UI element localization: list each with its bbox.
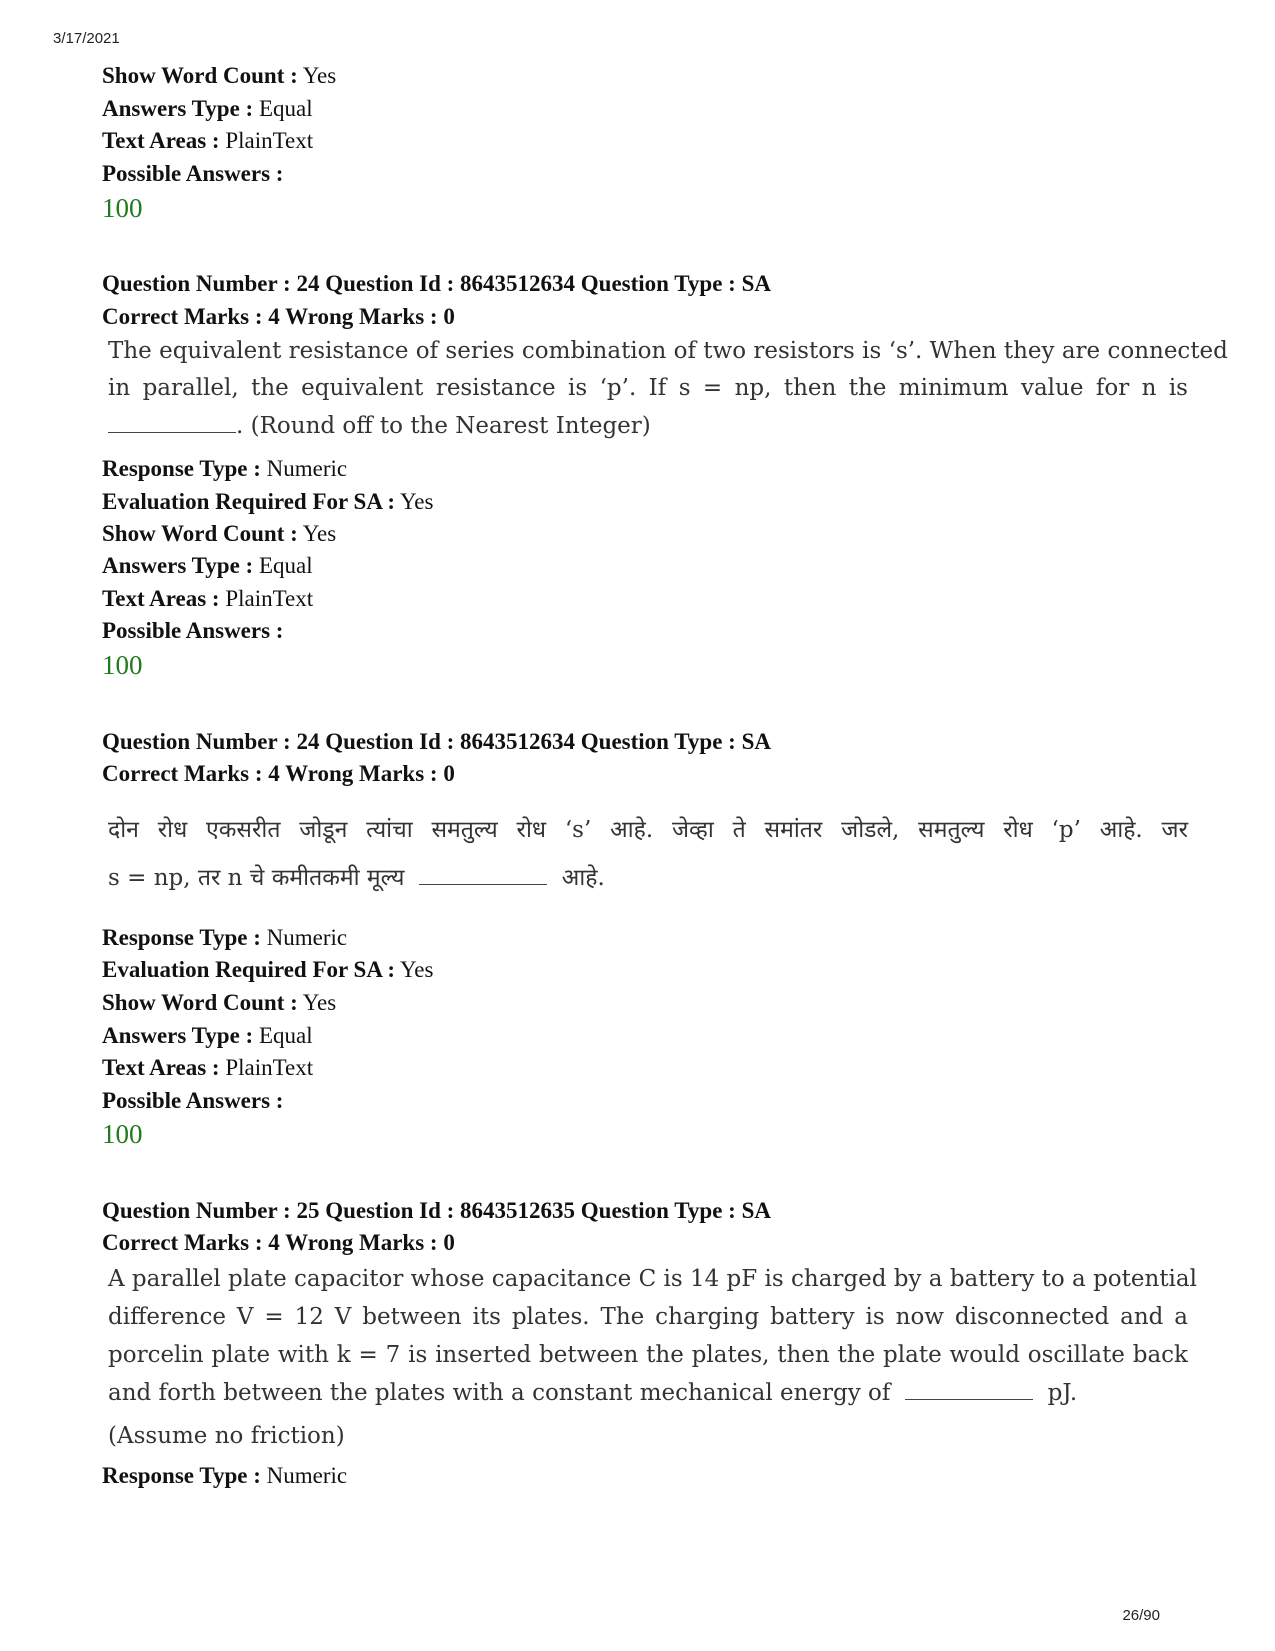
show-word-count-row	[102, 62, 336, 90]
question-text-line	[108, 413, 1188, 439]
response-type-row	[102, 924, 347, 952]
question-marks-text: Correct Marks : 4 Wrong Marks : 0	[102, 304, 455, 329]
question-header-text: Question Number : 25 Question Id : 8643512635 Question Type : SA	[102, 1198, 771, 1223]
question-text-line	[108, 1380, 1188, 1406]
field-label: Response Type :	[102, 456, 261, 481]
answers-type-row	[102, 1022, 313, 1050]
field-label: Response Type :	[102, 925, 261, 950]
possible-answer-value: 100	[102, 1119, 143, 1149]
field-label: Response Type :	[102, 1463, 261, 1488]
field-label: Possible Answers :	[102, 618, 284, 643]
field-value: PlainText	[225, 586, 314, 611]
question-text-fragment: pJ.	[1047, 1380, 1078, 1406]
question-text-line: The equivalent resistance of series combination of two resistors is ‘s’. When they are connected	[108, 338, 1228, 364]
field-label: Show Word Count :	[102, 63, 298, 88]
field-label: Evaluation Required For SA :	[102, 489, 396, 514]
question-marks	[102, 760, 455, 788]
field-value: Numeric	[266, 1463, 348, 1488]
evaluation-required-row	[102, 956, 433, 984]
page-number: 26/90	[1122, 1607, 1160, 1624]
question-text-fragment: and forth between the plates with a constant mechanical energy of	[108, 1380, 891, 1406]
answer-blank	[905, 1381, 1033, 1400]
field-label: Text Areas :	[102, 1055, 220, 1080]
possible-answers-row	[102, 1087, 283, 1115]
possible-answers-row	[102, 160, 283, 188]
field-value: PlainText	[225, 128, 314, 153]
field-label: Text Areas :	[102, 586, 220, 611]
field-label: Text Areas :	[102, 128, 220, 153]
field-value: Equal	[258, 553, 313, 578]
question-text-line: दोन रोध एकसरीत जोडून त्यांचा समतुल्य रोध ‘s’ आहे. जेव्हा ते समांतर जोडले, समतुल्य रोध ‘p’ आहे. जर	[108, 817, 1188, 843]
field-label: Possible Answers :	[102, 161, 284, 186]
response-type-row	[102, 1462, 347, 1490]
field-label: Show Word Count :	[102, 990, 298, 1015]
question-text-line: A parallel plate capacitor whose capacitance C is 14 pF is charged by a battery to a potential	[108, 1266, 1197, 1292]
answers-type-row	[102, 95, 313, 123]
field-value: Equal	[258, 96, 313, 121]
show-word-count-row	[102, 520, 336, 548]
question-header	[102, 728, 771, 756]
question-marks	[102, 1229, 455, 1257]
answer-blank	[419, 866, 547, 885]
field-label: Answers Type :	[102, 96, 254, 121]
possible-answer-value: 100	[102, 193, 143, 223]
question-text-fragment: . (Round off to the Nearest Integer)	[236, 413, 651, 439]
question-header	[102, 270, 771, 298]
field-value: PlainText	[225, 1055, 314, 1080]
question-text-line: (Assume no friction)	[108, 1423, 345, 1449]
question-text-line: in parallel, the equivalent resistance is ‘p’. If s = np, then the minimum value for n is	[108, 375, 1188, 401]
evaluation-required-row	[102, 488, 433, 516]
response-type-row	[102, 455, 347, 483]
question-text-line	[108, 860, 1188, 892]
question-marks-text: Correct Marks : 4 Wrong Marks : 0	[102, 761, 455, 786]
possible-answer-value: 100	[102, 650, 143, 680]
question-text-fragment: आहे.	[561, 865, 605, 891]
possible-answers-row	[102, 617, 283, 645]
question-header	[102, 1197, 771, 1225]
field-label: Evaluation Required For SA :	[102, 957, 396, 982]
text-areas-row	[102, 127, 313, 155]
field-value: Equal	[258, 1023, 313, 1048]
text-areas-row	[102, 1054, 313, 1082]
question-text-line: difference V = 12 V between its plates. The charging battery is now disconnected and a	[108, 1304, 1188, 1330]
text-areas-row	[102, 585, 313, 613]
question-marks-text: Correct Marks : 4 Wrong Marks : 0	[102, 1230, 455, 1255]
field-label: Show Word Count :	[102, 521, 298, 546]
show-word-count-row	[102, 989, 336, 1017]
question-header-text: Question Number : 24 Question Id : 8643512634 Question Type : SA	[102, 729, 771, 754]
field-value: Numeric	[266, 925, 348, 950]
question-text-fragment: s = np, तर n चे कमीतकमी मूल्य	[108, 865, 405, 891]
field-value: Numeric	[266, 456, 348, 481]
print-date: 3/17/2021	[53, 30, 120, 47]
field-label: Answers Type :	[102, 1023, 254, 1048]
field-value: Yes	[400, 489, 434, 514]
question-marks	[102, 303, 455, 331]
question-header-text: Question Number : 24 Question Id : 8643512634 Question Type : SA	[102, 271, 771, 296]
field-label: Answers Type :	[102, 553, 254, 578]
answer-blank	[108, 414, 236, 433]
field-value: Yes	[302, 63, 337, 88]
question-text-line: porcelin plate with k = 7 is inserted between the plates, then the plate would oscillate back	[108, 1342, 1188, 1368]
field-value: Yes	[302, 521, 337, 546]
field-value: Yes	[302, 990, 337, 1015]
field-value: Yes	[400, 957, 434, 982]
field-label: Possible Answers :	[102, 1088, 284, 1113]
answers-type-row	[102, 552, 313, 580]
